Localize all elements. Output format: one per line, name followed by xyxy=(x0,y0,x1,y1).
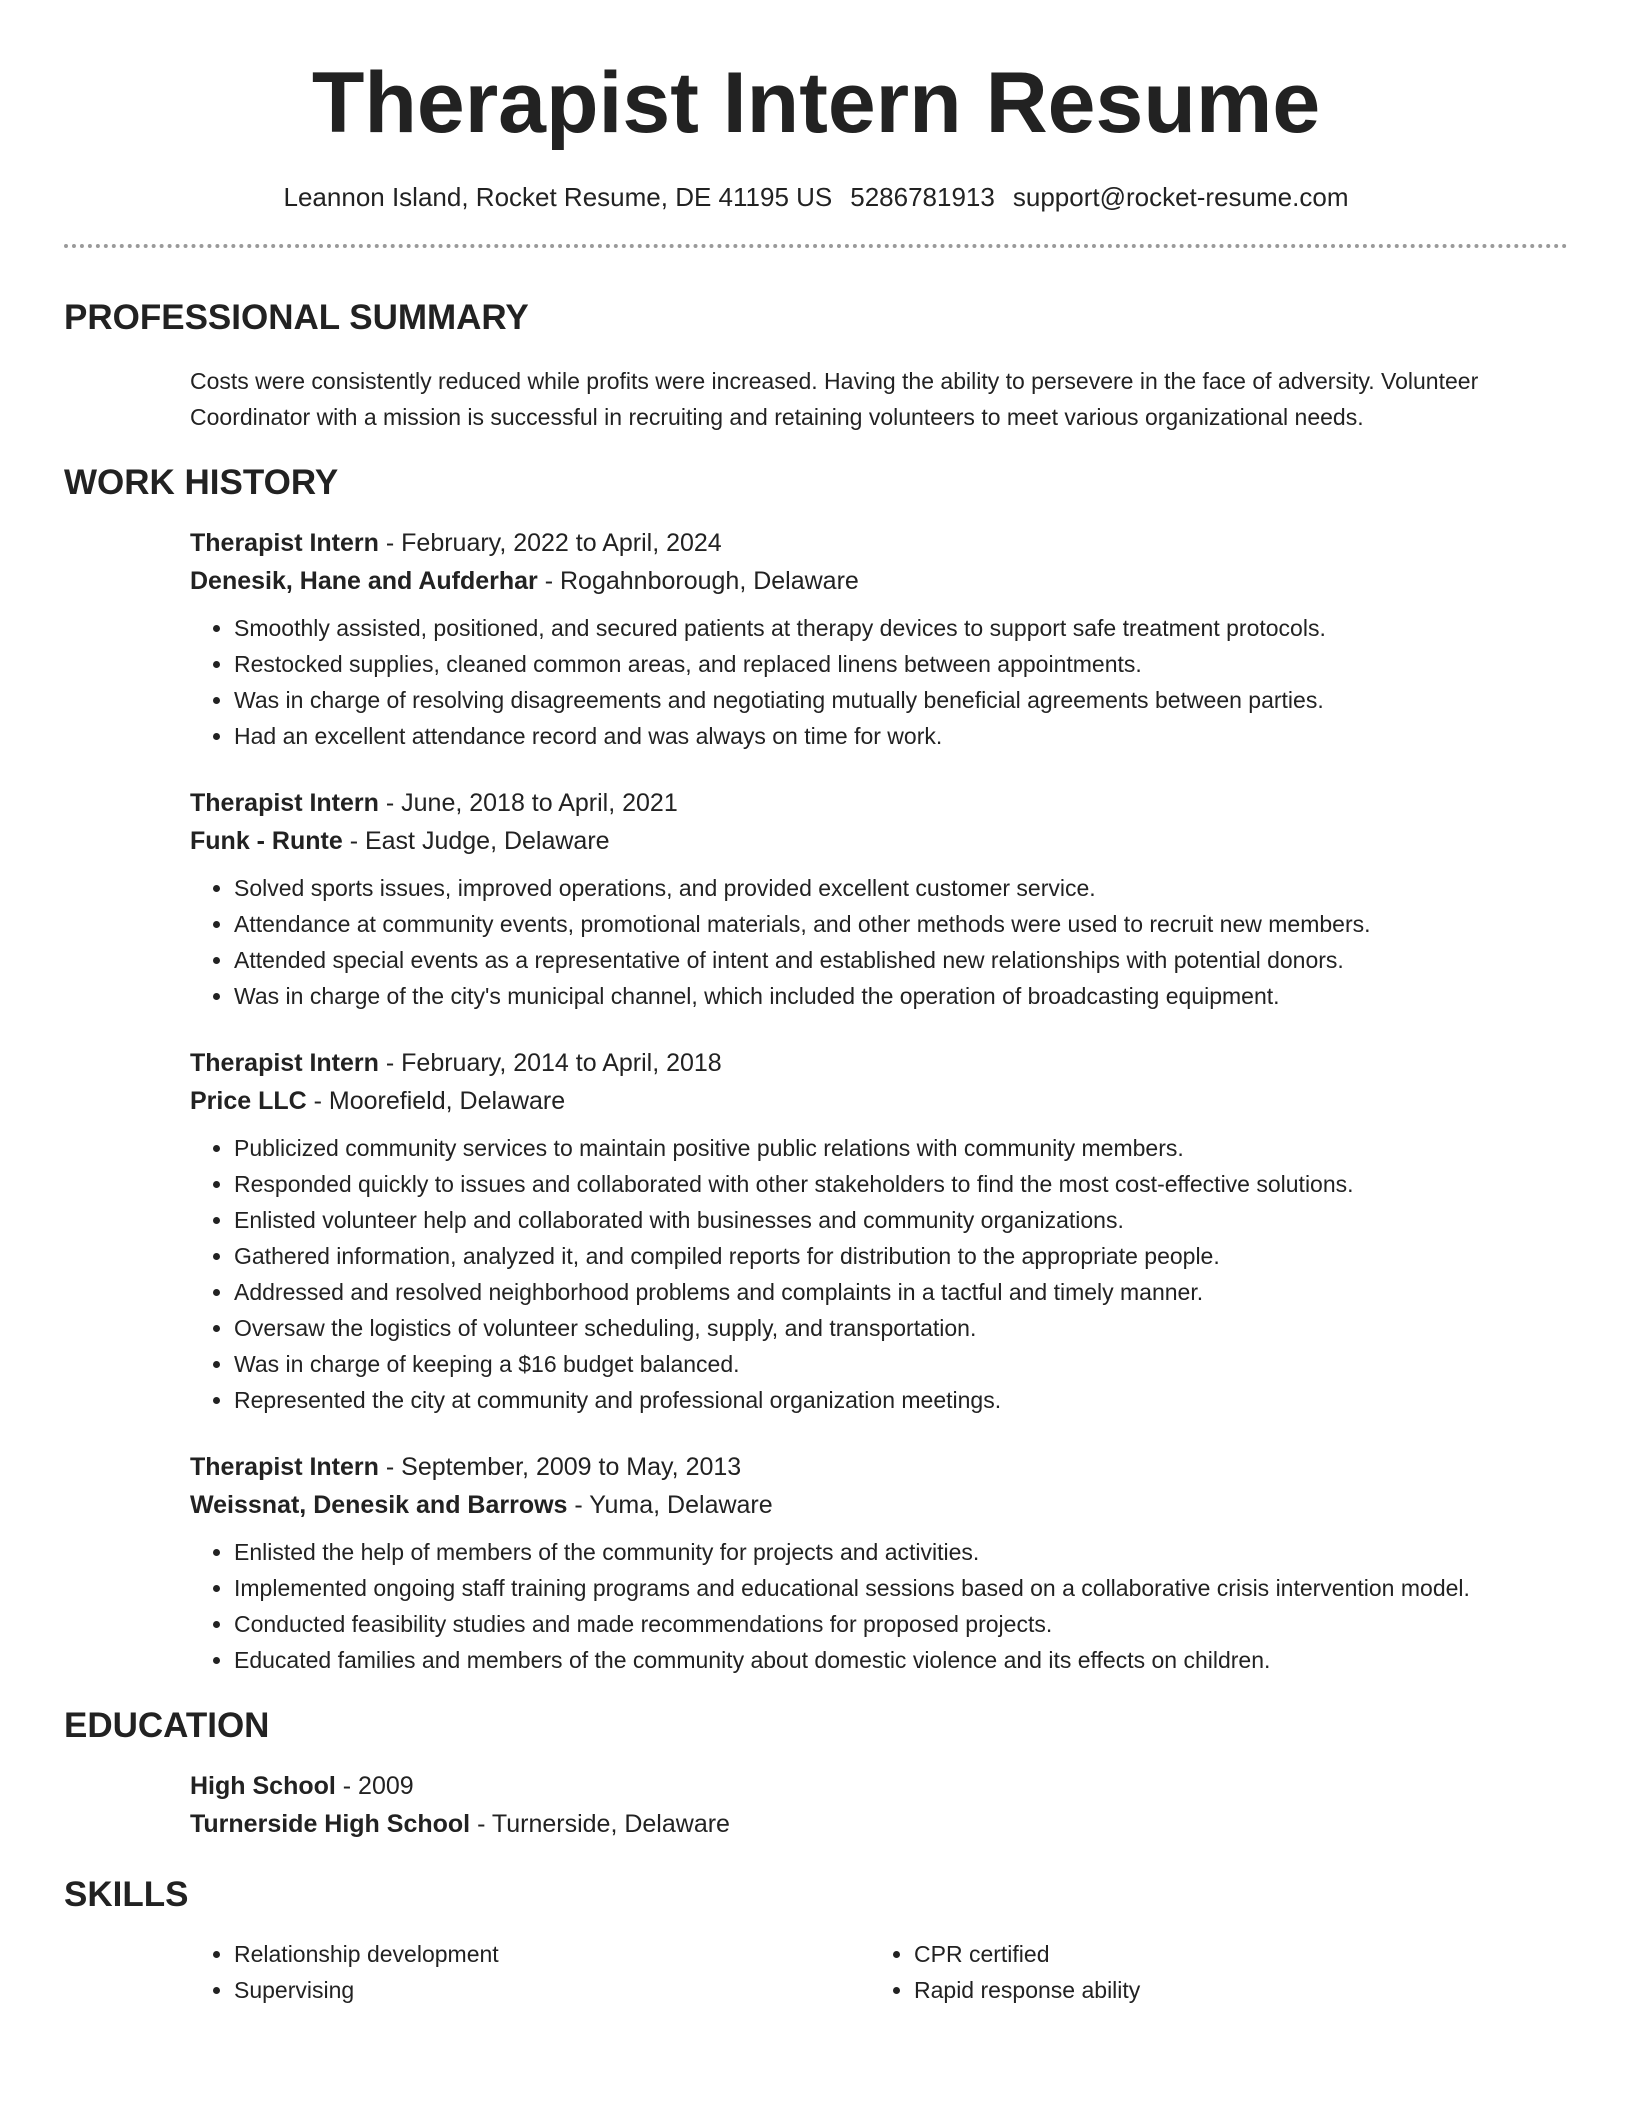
education-year: - 2009 xyxy=(335,1772,414,1801)
job-location: - Moorefield, Delaware xyxy=(306,1087,566,1116)
job-entry xyxy=(190,524,1568,754)
education-entry xyxy=(190,1767,1568,1843)
job-bullet: • Educated families and members of the community about domestic violence and its effects on children. xyxy=(234,1642,1568,1678)
job-bullet: • Implemented ongoing staff training programs and educational sessions based on a collaborative crisis intervention model. xyxy=(234,1570,1568,1606)
job-dates: - February, 2022 to April, 2024 xyxy=(378,529,722,558)
job-entry xyxy=(190,1448,1568,1678)
job-bullet: • Was in charge of the city's municipal channel, which included the operation of broadcasting equipment. xyxy=(234,978,1568,1014)
job-company: Price LLC xyxy=(190,1087,307,1116)
skills-column-right xyxy=(870,1936,1550,2008)
education-school-line xyxy=(190,1805,1568,1843)
job-dates: - September, 2009 to May, 2013 xyxy=(378,1453,742,1482)
job-company-line xyxy=(190,562,1568,600)
job-bullet: • Had an excellent attendance record and was always on time for work. xyxy=(234,718,1568,754)
job-bullet: • Attendance at community events, promotional materials, and other methods were used to recruit new members. xyxy=(234,906,1568,942)
job-bullet: • Oversaw the logistics of volunteer scheduling, supply, and transportation. xyxy=(234,1310,1568,1346)
work-history-heading: WORK HISTORY xyxy=(64,463,339,503)
job-company: Funk - Runte xyxy=(190,827,343,856)
job-title: Therapist Intern xyxy=(190,1049,379,1078)
education-degree-line xyxy=(190,1767,1568,1805)
skill-item: • Relationship development xyxy=(234,1936,870,1972)
job-company-line xyxy=(190,822,1568,860)
education-degree: High School xyxy=(190,1772,336,1801)
summary-text: Costs were consistently reduced while profits were increased. Having the ability to persevere in the face of adversity. Volunteer Coordinator with a mission is successful in recruiting and retaining volunteers to meet various organizational needs. xyxy=(190,368,1479,431)
job-bullet: • Represented the city at community and professional organization meetings. xyxy=(234,1382,1568,1418)
contact-phone: 5286781913 xyxy=(850,182,995,212)
job-title-line xyxy=(190,1044,1568,1082)
job-location: - East Judge, Delaware xyxy=(342,827,610,856)
contact-line xyxy=(64,182,1568,213)
contact-email: support@rocket-resume.com xyxy=(1012,182,1349,212)
education-school: Turnerside High School xyxy=(190,1810,471,1839)
contact-address: Leannon Island, Rocket Resume, DE 41195 US xyxy=(283,182,833,212)
job-bullet: • Conducted feasibility studies and made recommendations for proposed projects. xyxy=(234,1606,1568,1642)
resume-title: Therapist Intern Resume xyxy=(311,55,1321,151)
job-bullet: • Attended special events as a representative of intent and established new relationships with potential donors. xyxy=(234,942,1568,978)
job-dates: - February, 2014 to April, 2018 xyxy=(378,1049,722,1078)
skills-column-left xyxy=(190,1936,870,2008)
skills-heading: SKILLS xyxy=(64,1875,189,1915)
skills-list xyxy=(190,1936,1568,2008)
job-title-line xyxy=(190,784,1568,822)
job-bullet: • Enlisted the help of members of the community for projects and activities. xyxy=(234,1534,1568,1570)
header-divider xyxy=(64,244,1568,248)
job-bullet: • Was in charge of resolving disagreements and negotiating mutually beneficial agreements between parties. xyxy=(234,682,1568,718)
job-bullet: • Restocked supplies, cleaned common areas, and replaced linens between appointments. xyxy=(234,646,1568,682)
job-company: Denesik, Hane and Aufderhar xyxy=(190,567,538,596)
job-bullet: • Publicized community services to maintain positive public relations with community members. xyxy=(234,1130,1568,1166)
job-bullet: • Gathered information, analyzed it, and compiled reports for distribution to the appropriate people. xyxy=(234,1238,1568,1274)
job-title: Therapist Intern xyxy=(190,789,379,818)
job-location: - Rogahnborough, Delaware xyxy=(537,567,859,596)
resume-page xyxy=(64,0,1568,2008)
job-title-line xyxy=(190,1448,1568,1486)
job-bullet: • Was in charge of keeping a $16 budget balanced. xyxy=(234,1346,1568,1382)
job-company: Weissnat, Denesik and Barrows xyxy=(190,1491,568,1520)
job-bullet: • Addressed and resolved neighborhood problems and complaints in a tactful and timely manner. xyxy=(234,1274,1568,1310)
job-entry xyxy=(190,1044,1568,1418)
job-title-line xyxy=(190,524,1568,562)
education-heading: EDUCATION xyxy=(64,1706,270,1746)
job-bullets xyxy=(190,1534,1568,1678)
job-bullet: • Enlisted volunteer help and collaborated with businesses and community organizations. xyxy=(234,1202,1568,1238)
skill-item: • Rapid response ability xyxy=(914,1972,1550,2008)
job-bullet: • Smoothly assisted, positioned, and secured patients at therapy devices to support safe treatment protocols. xyxy=(234,610,1568,646)
job-entry xyxy=(190,784,1568,1014)
job-location: - Yuma, Delaware xyxy=(567,1491,773,1520)
job-bullets xyxy=(190,1130,1568,1418)
job-bullet: • Solved sports issues, improved operations, and provided excellent customer service. xyxy=(234,870,1568,906)
job-company-line xyxy=(190,1082,1568,1120)
job-company-line xyxy=(190,1486,1568,1524)
job-bullets xyxy=(190,610,1568,754)
skill-item: • CPR certified xyxy=(914,1936,1550,1972)
job-title: Therapist Intern xyxy=(190,529,379,558)
job-bullets xyxy=(190,870,1568,1014)
education-location: - Turnerside, Delaware xyxy=(470,1810,730,1839)
summary-heading: PROFESSIONAL SUMMARY xyxy=(64,298,529,338)
skill-item: • Supervising xyxy=(234,1972,870,2008)
job-title: Therapist Intern xyxy=(190,1453,379,1482)
job-dates: - June, 2018 to April, 2021 xyxy=(378,789,678,818)
job-bullet: • Responded quickly to issues and collaborated with other stakeholders to find the most cost-effective solutions. xyxy=(234,1166,1568,1202)
